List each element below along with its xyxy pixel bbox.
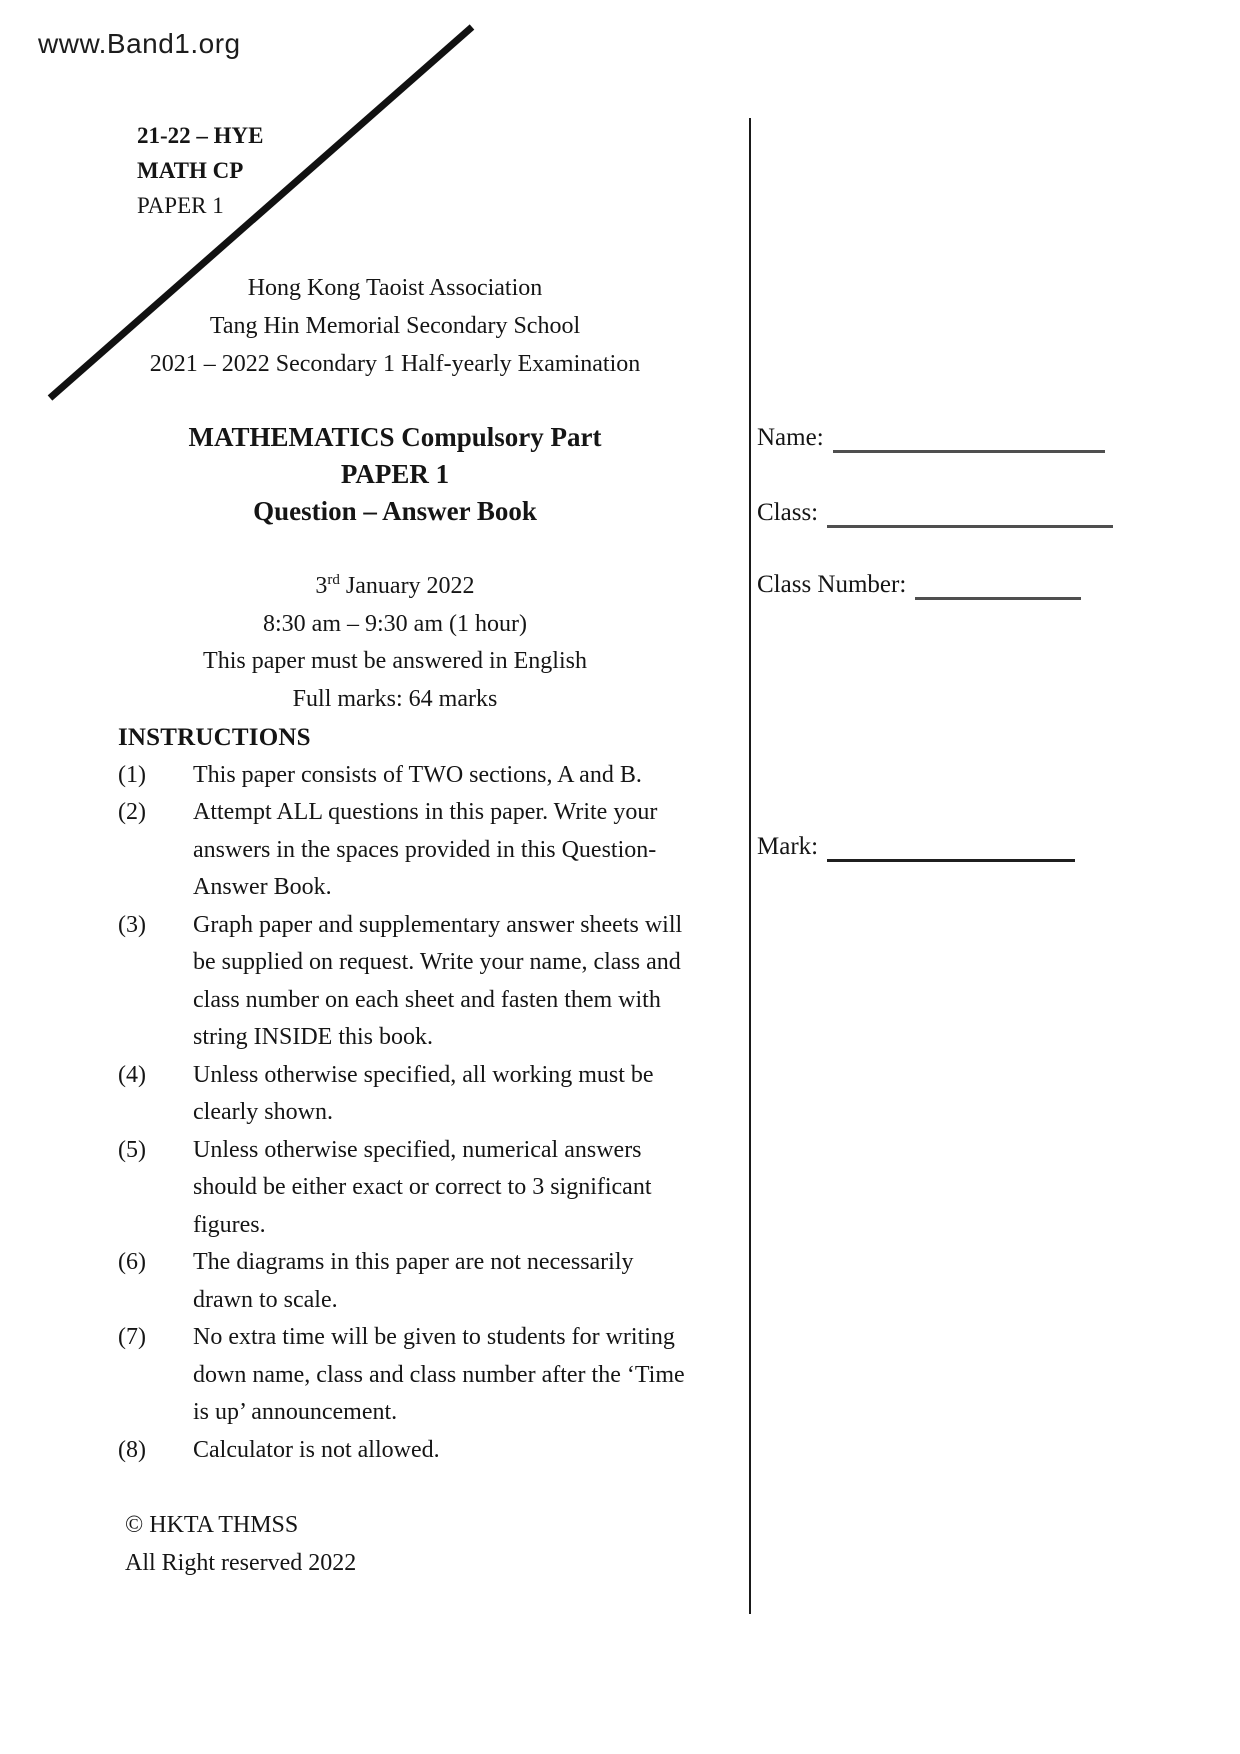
instruction-number: (1): [118, 761, 146, 788]
instruction-text: Unless otherwise specified, all working must be clearly shown.: [193, 1061, 654, 1125]
instruction-number: (8): [118, 1436, 146, 1463]
paper-number: PAPER 1: [340, 459, 450, 489]
watermark-site-url: www.Band1.org: [38, 28, 241, 59]
instruction-number: (2): [118, 799, 146, 825]
instructions-section: [118, 719, 708, 1469]
rights-reserved-line: All Right reserved 2022: [125, 1550, 357, 1576]
exam-language-note: This paper must be answered in English: [203, 648, 587, 674]
copyright-line: © HKTA THMSS: [125, 1512, 299, 1538]
instructions-heading: INSTRUCTIONS: [118, 724, 311, 751]
instruction-number: (3): [118, 911, 146, 938]
class-number-write-line: [915, 597, 1081, 600]
school-name-block: [115, 269, 675, 383]
date-ordinal-superscript: rd: [327, 572, 340, 588]
full-marks-note: Full marks: 64 marks: [292, 685, 498, 712]
instruction-number: (5): [118, 1136, 146, 1163]
instruction-number: (4): [118, 1061, 146, 1088]
instruction-item: [118, 907, 708, 1057]
class-number-field-label: Class Number:: [757, 571, 907, 599]
mark-write-line: [827, 859, 1075, 862]
exam-time: 8:30 am – 9:30 am (1 hour): [263, 610, 527, 637]
paper-code-year: 21-22 – HYE: [137, 123, 264, 148]
instruction-text: Attempt ALL questions in this paper. Write your answers in the spaces provided in this Question-Answer Book.: [193, 799, 658, 900]
instruction-item: [118, 757, 708, 795]
paper-title-block: [115, 419, 675, 530]
paper-code-subject: MATH CP: [137, 158, 244, 183]
class-field-row: [757, 494, 1113, 528]
instruction-text: Unless otherwise specified, numerical answers should be either exact or correct to 3 significant figures.: [193, 1136, 652, 1238]
instruction-text: No extra time will be given to students for writing down name, class and class number after the ‘Time is up’ announcement.: [193, 1324, 685, 1425]
name-write-line: [833, 450, 1105, 453]
school-association: Hong Kong Taoist Association: [247, 275, 543, 301]
subject-title: MATHEMATICS Compulsory Part: [188, 422, 602, 452]
instruction-item: [118, 1319, 708, 1432]
instruction-number: (7): [118, 1324, 146, 1350]
instruction-number: (6): [118, 1249, 146, 1275]
exam-info-block: [115, 568, 675, 718]
class-field-label: Class:: [757, 499, 819, 527]
instruction-text: The diagrams in this paper are not necessarily drawn to scale.: [193, 1249, 634, 1313]
exam-session: 2021 – 2022 Secondary 1 Half-yearly Examination: [149, 351, 641, 377]
instruction-text: This paper consists of TWO sections, A and B.: [193, 761, 642, 788]
class-write-line: [827, 525, 1113, 528]
paper-code-block: [137, 118, 264, 223]
mark-field-label: Mark:: [757, 833, 819, 861]
column-divider-line: [749, 118, 751, 1614]
instruction-item: [118, 794, 708, 907]
class-number-field-row: [757, 566, 1081, 600]
exam-date: 3rd January 2022: [315, 572, 475, 599]
instruction-item: [118, 1244, 708, 1319]
name-field-row: [757, 419, 1105, 453]
copyright-block: [125, 1506, 356, 1582]
name-field-label: Name:: [757, 424, 824, 452]
mark-field-row: [757, 828, 1075, 862]
instruction-item: [118, 1432, 708, 1470]
school-name: Tang Hin Memorial Secondary School: [209, 313, 581, 339]
paper-code-paper: PAPER 1: [137, 193, 224, 218]
instruction-item: [118, 1057, 708, 1132]
instruction-text: Calculator is not allowed.: [193, 1436, 440, 1463]
instruction-text: Graph paper and supplementary answer sheets will be supplied on request. Write your name, class and class number on each sheet and fasten them with string INSIDE this book.: [193, 911, 683, 1050]
instruction-item: [118, 1132, 708, 1245]
book-type: Question – Answer Book: [253, 496, 537, 526]
